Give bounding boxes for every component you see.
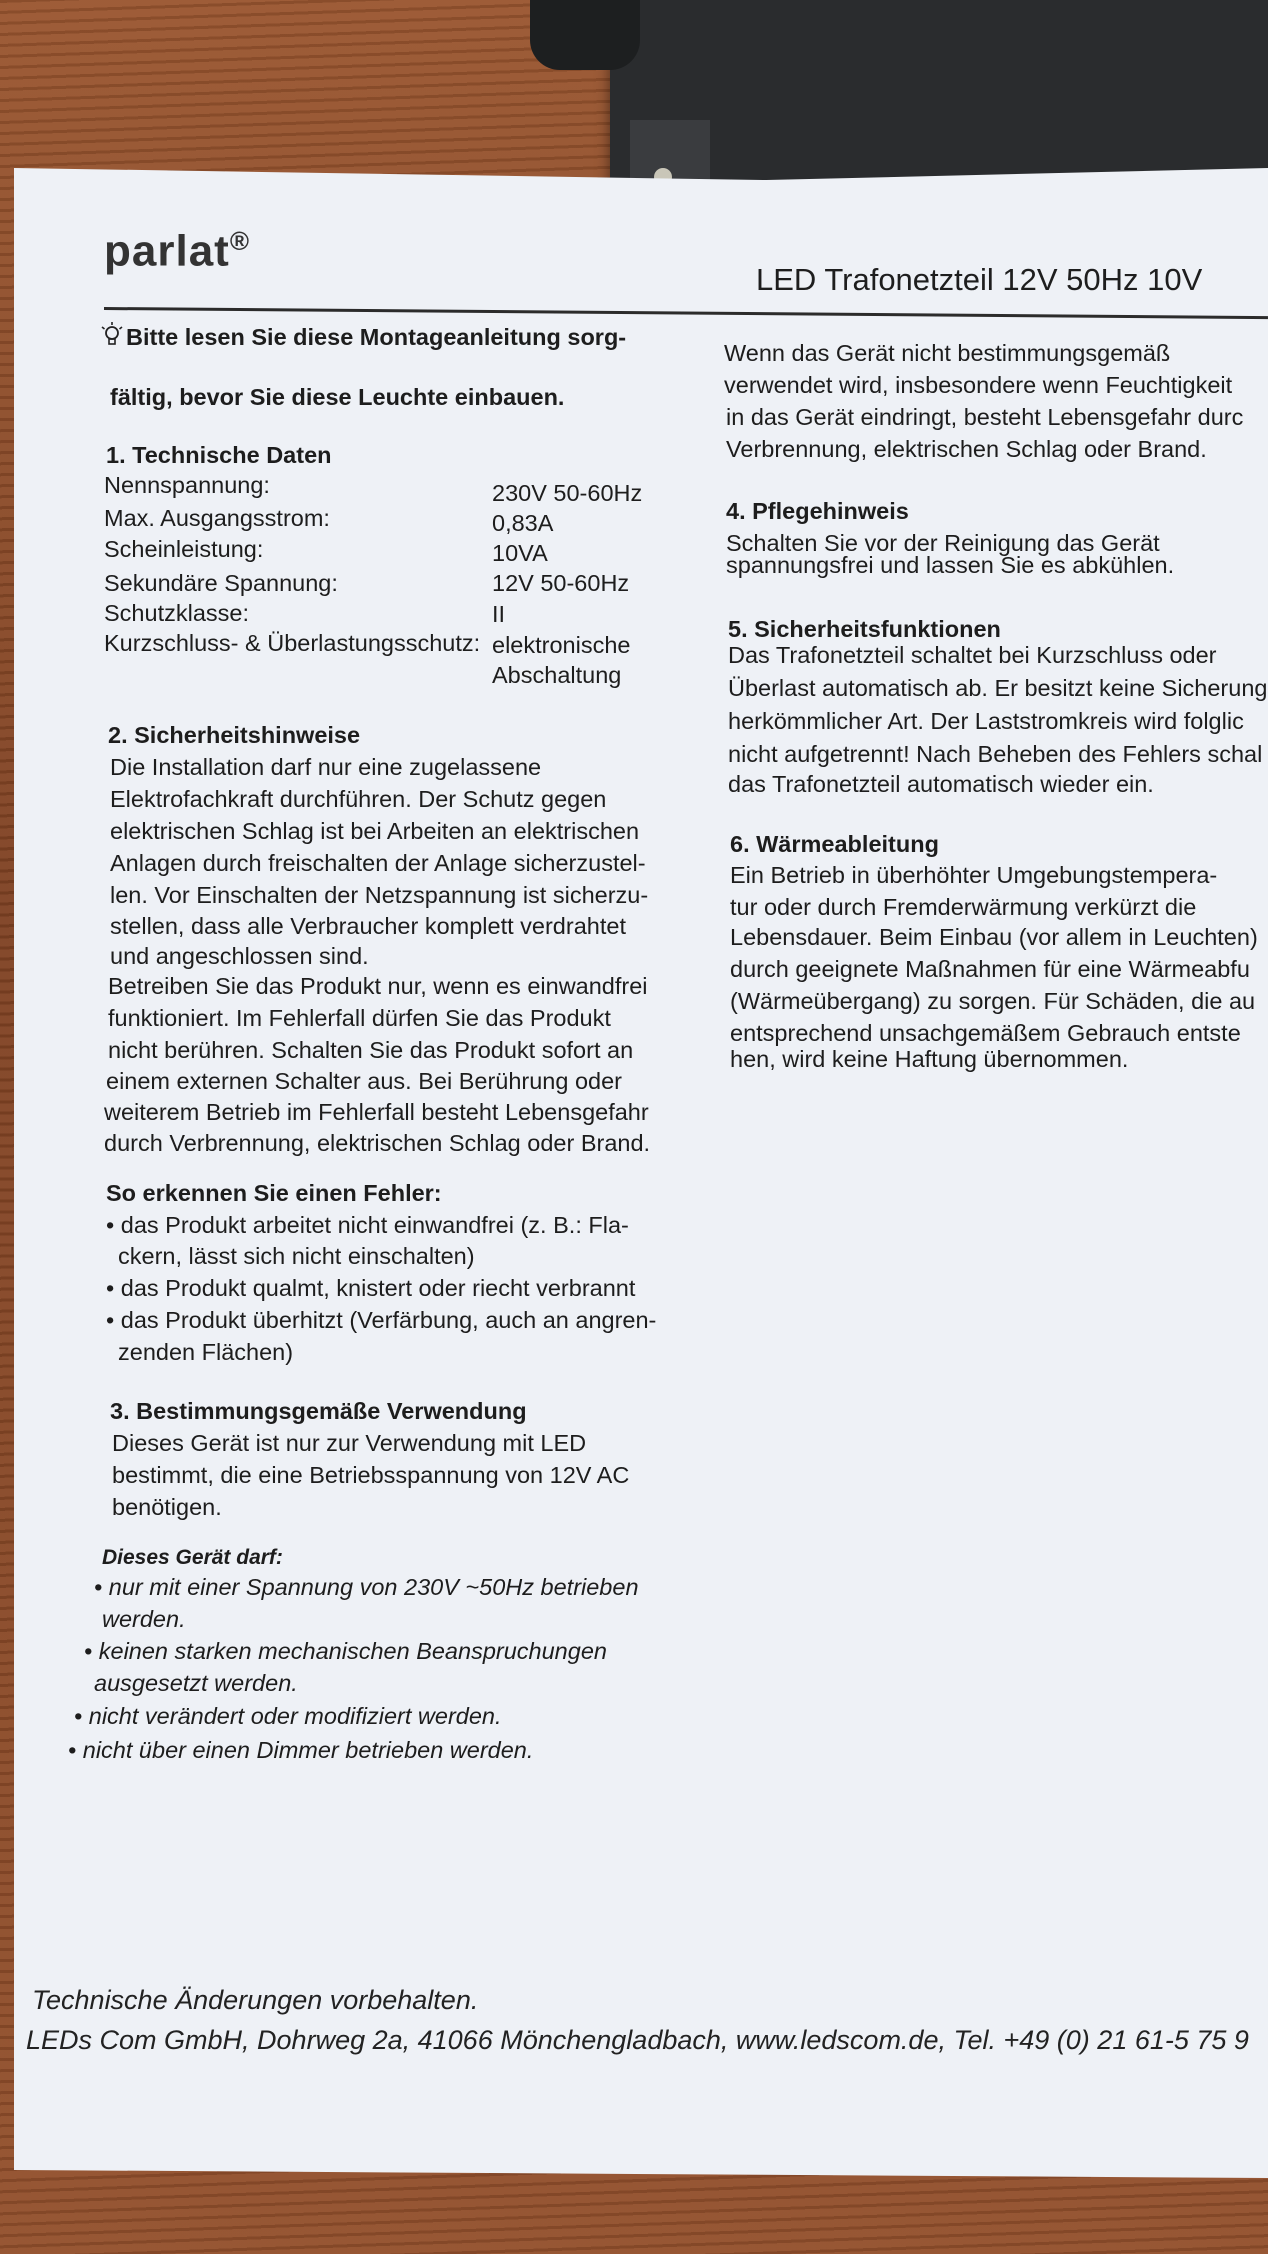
section5-line: Das Trafonetzteil schaltet bei Kurzschluss oder: [728, 642, 1217, 668]
section2-line: weiterem Betrieb im Fehlerfall besteht Lebensgefahr: [104, 1099, 649, 1125]
section5-line: das Trafonetzteil automatisch wieder ein.: [728, 771, 1154, 797]
section6-line: durch geeignete Maßnahmen für eine Wärmeabfu: [730, 956, 1250, 982]
section6-line: (Wärmeübergang) zu sorgen. Für Schäden, die au: [730, 988, 1256, 1014]
section6-line: Ein Betrieb in überhöhter Umgebungstempera-: [730, 862, 1218, 888]
device-may-line: • keinen starken mechanischen Beanspruchungen: [84, 1638, 607, 1664]
spec-value: elektronische: [492, 632, 631, 658]
spec-label: Max. Ausgangsstrom:: [104, 505, 330, 531]
section6-line: hen, wird keine Haftung übernommen.: [730, 1046, 1129, 1072]
fault-line: zenden Flächen): [118, 1339, 294, 1365]
section4-line: Schalten Sie vor der Reinigung das Gerät: [726, 530, 1160, 556]
fault-heading: So erkennen Sie einen Fehler:: [106, 1180, 442, 1206]
spec-value: 230V 50-60Hz: [492, 480, 643, 506]
device-cable-gland: [530, 0, 640, 70]
spec-value: Abschaltung: [492, 662, 622, 688]
section1-heading: 1. Technische Daten: [106, 442, 332, 468]
section2-line: Anlagen durch freischalten der Anlage sicherzustel-: [110, 850, 646, 876]
section6-line: entsprechend unsachgemäßem Gebrauch entste: [730, 1020, 1241, 1046]
right-intro-line: in das Gerät eindringt, besteht Lebensgefahr durc: [726, 404, 1244, 430]
section2-heading: 2. Sicherheitshinweise: [108, 722, 361, 748]
section2-line: stellen, dass alle Verbraucher komplett verdrahtet: [110, 913, 626, 939]
section6-line: tur oder durch Fremderwärmung verkürzt die: [730, 894, 1197, 920]
section3-line: benötigen.: [112, 1494, 222, 1520]
section2-line: und angeschlossen sind.: [110, 943, 369, 969]
section2-line: einem externen Schalter aus. Bei Berührung oder: [106, 1068, 623, 1094]
spec-value: 12V 50-60Hz: [492, 570, 630, 596]
spec-value: II: [492, 601, 506, 627]
section4-heading: 4. Pflegehinweis: [726, 498, 909, 524]
section2-line: durch Verbrennung, elektrischen Schlag oder Brand.: [104, 1130, 651, 1156]
section5-line: nicht aufgetrennt! Nach Beheben des Fehlers schal: [728, 741, 1263, 767]
section2-line: funktioniert. Im Fehlerfall dürfen Sie das Produkt: [108, 1005, 611, 1031]
spec-label: Sekundäre Spannung:: [104, 570, 338, 596]
intro-notice-line2: fältig, bevor Sie diese Leuchte einbauen.: [110, 384, 565, 410]
footer-disclaimer: Technische Änderungen vorbehalten.: [32, 1985, 479, 2015]
section2-line: elektrischen Schlag ist bei Arbeiten an elektrischen: [110, 818, 640, 844]
product-title: LED Trafonetzteil 12V 50Hz 10V: [756, 262, 1203, 297]
fault-line: • das Produkt qualmt, knistert oder riecht verbrannt: [106, 1275, 636, 1301]
section2-line: len. Vor Einschalten der Netzspannung ist sicherzu-: [110, 882, 649, 908]
device-may-line: • nicht verändert oder modifiziert werden.: [74, 1703, 502, 1729]
spec-label: Schutzklasse:: [104, 600, 249, 626]
section2-line: Betreiben Sie das Produkt nur, wenn es einwandfrei: [108, 973, 648, 999]
right-intro-line: verwendet wird, insbesondere wenn Feuchtigkeit: [724, 372, 1233, 398]
section5-line: Überlast automatisch ab. Er besitzt keine Sicherung: [728, 675, 1268, 701]
intro-notice: Bitte lesen Sie diese Montageanleitung sorg-: [100, 322, 626, 353]
device-may-line: • nicht über einen Dimmer betrieben werden.: [68, 1737, 534, 1763]
section5-line: herkömmlicher Art. Der Laststromkreis wird folglic: [728, 708, 1244, 734]
device-may-heading: Dieses Gerät darf:: [102, 1546, 283, 1569]
fault-line: ckern, lässt sich nicht einschalten): [118, 1243, 475, 1269]
brand-logo: parlat®: [104, 226, 250, 276]
section6-heading: 6. Wärmeableitung: [730, 831, 939, 857]
footer-company-info: LEDs Com GmbH, Dohrweg 2a, 41066 Mönchengladbach, www.ledscom.de, Tel. +49 (0) 21 61-5 75 9: [26, 2025, 1249, 2055]
fault-line: • das Produkt überhitzt (Verfärbung, auch an angren-: [106, 1307, 657, 1333]
lightbulb-icon: [100, 322, 124, 348]
section2-line: nicht berühren. Schalten Sie das Produkt sofort an: [108, 1037, 634, 1063]
spec-label: Nennspannung:: [104, 472, 270, 498]
section4-line: spannungsfrei und lassen Sie es abkühlen.: [726, 552, 1175, 578]
right-intro-line: Wenn das Gerät nicht bestimmungsgemäß: [724, 340, 1171, 366]
device-may-line: werden.: [102, 1606, 186, 1632]
section3-line: Dieses Gerät ist nur zur Verwendung mit LED: [112, 1430, 587, 1456]
spec-value: 0,83A: [492, 510, 554, 536]
section2-line: Elektrofachkraft durchführen. Der Schutz gegen: [110, 786, 607, 812]
section3-line: bestimmt, die eine Betriebsspannung von 12V AC: [112, 1462, 630, 1488]
right-intro-line: Verbrennung, elektrischen Schlag oder Brand.: [726, 436, 1207, 462]
section5-heading: 5. Sicherheitsfunktionen: [728, 616, 1001, 642]
section6-line: Lebensdauer. Beim Einbau (vor allem in Leuchten): [730, 924, 1258, 950]
device-may-line: ausgesetzt werden.: [94, 1670, 298, 1696]
section2-line: Die Installation darf nur eine zugelassene: [110, 754, 542, 780]
spec-label: Scheinleistung:: [104, 536, 264, 562]
fault-line: • das Produkt arbeitet nicht einwandfrei (z. B.: Fla-: [106, 1212, 629, 1238]
spec-label: Kurzschluss- & Überlastungsschutz:: [104, 630, 481, 656]
spec-value: 10VA: [492, 540, 548, 566]
section3-heading: 3. Bestimmungsgemäße Verwendung: [110, 1398, 527, 1424]
device-may-line: • nur mit einer Spannung von 230V ~50Hz betrieben: [94, 1574, 639, 1600]
